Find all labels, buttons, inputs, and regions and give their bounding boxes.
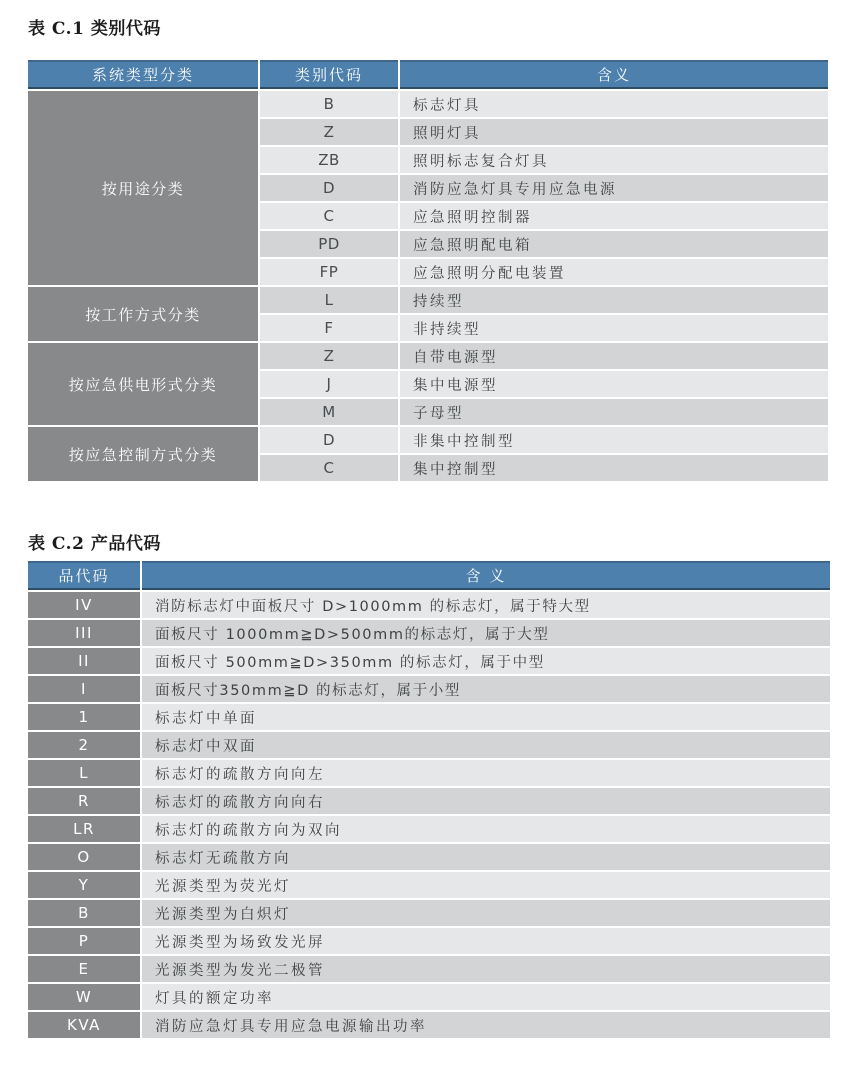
code-cell: FP [260, 259, 398, 285]
code-cell: P [28, 928, 140, 954]
meaning-cell: 标志灯的疏散方向向左 [142, 760, 830, 786]
code-cell: Z [260, 119, 398, 145]
category-cell-control-mode: 按应急控制方式分类 [28, 427, 258, 481]
code-cell: I [28, 676, 140, 702]
meaning-cell: 光源类型为发光二极管 [142, 956, 830, 982]
code-cell: J [260, 371, 398, 397]
header-category-code: 类别代码 [260, 60, 398, 89]
code-cell: O [28, 844, 140, 870]
meaning-cell: 面板尺寸 1000mm≧D>500mm的标志灯，属于大型 [142, 620, 830, 646]
meaning-cell: 面板尺寸 500mm≧D>350mm 的标志灯，属于中型 [142, 648, 830, 674]
meaning-cell: 面板尺寸350mm≧D 的标志灯，属于小型 [142, 676, 830, 702]
meaning-cell: 持续型 [400, 287, 828, 313]
code-cell: L [260, 287, 398, 313]
header-meaning: 含义 [400, 60, 828, 89]
table-row [28, 287, 828, 313]
code-cell: D [260, 427, 398, 453]
meaning-cell: 标志灯的疏散方向向右 [142, 788, 830, 814]
meaning-cell: 自带电源型 [400, 343, 828, 369]
meaning-cell: 非集中控制型 [400, 427, 828, 453]
table-row [28, 872, 830, 898]
meaning-cell: 集中电源型 [400, 371, 828, 397]
table-row [28, 620, 830, 646]
meaning-cell: 应急照明分配电装置 [400, 259, 828, 285]
meaning-cell: 子母型 [400, 399, 828, 425]
header-system-type: 系统类型分类 [28, 60, 258, 89]
meaning-cell: 应急照明配电箱 [400, 231, 828, 257]
meaning-cell: 照明标志复合灯具 [400, 147, 828, 173]
code-cell: KVA [28, 1012, 140, 1038]
meaning-cell: 光源类型为场致发光屏 [142, 928, 830, 954]
code-cell: R [28, 788, 140, 814]
table-row [28, 648, 830, 674]
code-cell: M [260, 399, 398, 425]
code-cell: 1 [28, 704, 140, 730]
table-row [28, 427, 828, 453]
meaning-cell: 标志灯中单面 [142, 704, 830, 730]
meaning-cell: 应急照明控制器 [400, 203, 828, 229]
meaning-cell: 标志灯中双面 [142, 732, 830, 758]
table-row [28, 844, 830, 870]
code-cell: E [28, 956, 140, 982]
code-cell: PD [260, 231, 398, 257]
table-c2-title: 表 C.2 产品代码 [28, 534, 161, 554]
table-row [28, 1012, 830, 1038]
table-row [28, 732, 830, 758]
table-row [28, 343, 828, 369]
table-row [28, 816, 830, 842]
table-c2-header-row [28, 561, 830, 590]
meaning-cell: 光源类型为荧光灯 [142, 872, 830, 898]
code-cell: 2 [28, 732, 140, 758]
table-row [28, 788, 830, 814]
header-product-code: 品代码 [28, 561, 140, 590]
meaning-cell: 光源类型为白炽灯 [142, 900, 830, 926]
code-cell: ZB [260, 147, 398, 173]
meaning-cell: 非持续型 [400, 315, 828, 341]
table-row [28, 676, 830, 702]
table-row [28, 928, 830, 954]
table-c1-title: 表 C.1 类别代码 [28, 19, 161, 39]
category-cell-usage: 按用途分类 [28, 91, 258, 285]
meaning-cell: 消防标志灯中面板尺寸 D>1000mm 的标志灯，属于特大型 [142, 592, 830, 618]
category-cell-working-mode: 按工作方式分类 [28, 287, 258, 341]
category-cell-power-supply: 按应急供电形式分类 [28, 343, 258, 425]
code-cell: F [260, 315, 398, 341]
meaning-cell: 消防应急灯具专用应急电源 [400, 175, 828, 201]
code-cell: LR [28, 816, 140, 842]
code-cell: IV [28, 592, 140, 618]
code-cell: III [28, 620, 140, 646]
meaning-cell: 照明灯具 [400, 119, 828, 145]
meaning-cell: 消防应急灯具专用应急电源输出功率 [142, 1012, 830, 1038]
table-c1-header-row [28, 60, 828, 89]
header-meaning: 含 义 [142, 561, 830, 590]
table-row [28, 704, 830, 730]
code-cell: B [260, 91, 398, 117]
meaning-cell: 标志灯具 [400, 91, 828, 117]
meaning-cell: 标志灯无疏散方向 [142, 844, 830, 870]
code-cell: B [28, 900, 140, 926]
code-cell: Y [28, 872, 140, 898]
table-c2 [26, 559, 832, 1040]
code-cell: Z [260, 343, 398, 369]
meaning-cell: 灯具的额定功率 [142, 984, 830, 1010]
code-cell: D [260, 175, 398, 201]
table-row [28, 592, 830, 618]
table-row [28, 956, 830, 982]
table-row [28, 900, 830, 926]
code-cell: II [28, 648, 140, 674]
code-cell: C [260, 203, 398, 229]
code-cell: C [260, 455, 398, 481]
table-row [28, 91, 828, 117]
table-row [28, 984, 830, 1010]
code-cell: W [28, 984, 140, 1010]
table-row [28, 760, 830, 786]
meaning-cell: 标志灯的疏散方向为双向 [142, 816, 830, 842]
code-cell: L [28, 760, 140, 786]
meaning-cell: 集中控制型 [400, 455, 828, 481]
table-c1 [26, 58, 830, 483]
